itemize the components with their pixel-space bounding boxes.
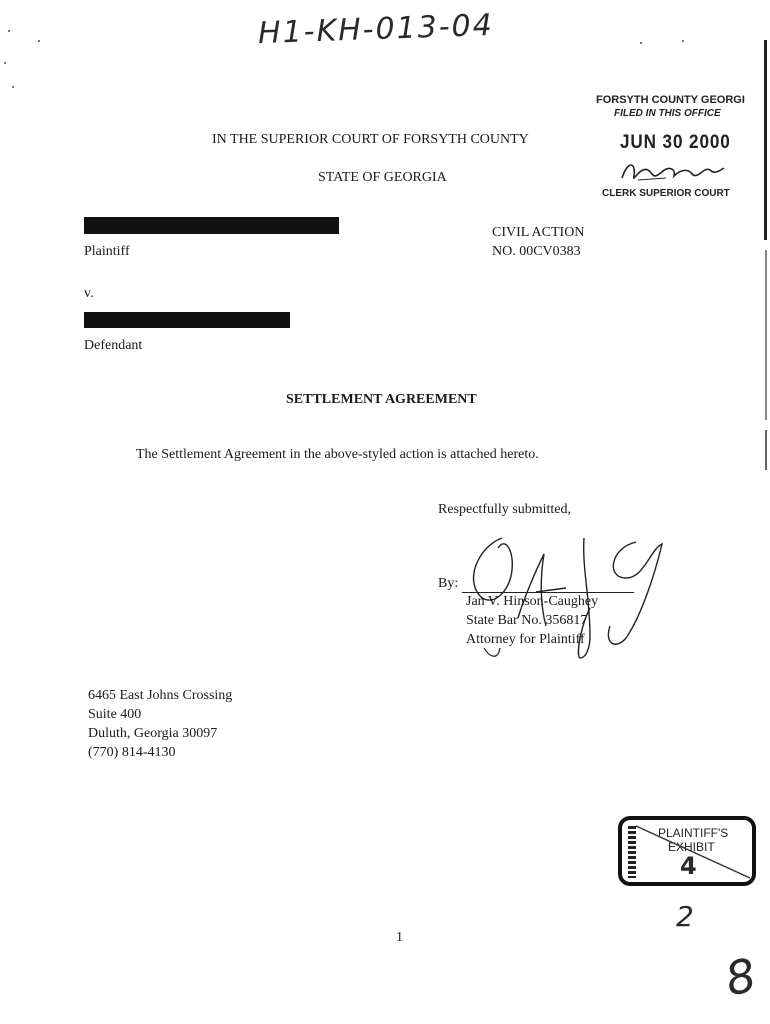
page-number: 1 [396, 930, 403, 945]
handwritten-initial: 8 [720, 947, 761, 1007]
defendant-label: Defendant [84, 338, 143, 353]
body-text: The Settlement Agreement in the above-styled action is attached hereto. [136, 447, 539, 462]
redacted-defendant-name [84, 312, 290, 328]
exhibit-line1: PLAINTIFF'S [658, 826, 729, 840]
address-line1: 6465 East Johns Crossing [88, 688, 233, 703]
stamp-date: JUN 30 2000 [620, 132, 731, 153]
exhibit-strike-line [622, 820, 752, 882]
civil-action-label: CIVIL ACTION [492, 225, 585, 240]
civil-action-number: NO. 00CV0383 [492, 244, 581, 259]
clerk-signature-image [618, 156, 728, 186]
address-line2: Suite 400 [88, 707, 142, 722]
attorney-name: Jan V. Hinson-Caughey [466, 594, 599, 609]
handwritten-case-code: H1-KH-013-04 [257, 7, 495, 52]
closing-text: Respectfully submitted, [438, 502, 571, 517]
attorney-bar-number: State Bar No. 356817 [466, 613, 588, 628]
exhibit-sticker [618, 816, 756, 886]
exhibit-number: 4 [680, 852, 697, 880]
attorney-role: Attorney for Plaintiff [466, 632, 585, 647]
scan-edge [756, 0, 770, 1024]
document-title: SETTLEMENT AGREEMENT [286, 392, 477, 407]
filing-stamp [588, 94, 758, 204]
handwritten-page-mark: 2 [676, 900, 694, 933]
address-phone: (770) 814-4130 [88, 745, 176, 760]
exhibit-line2: EXHIBIT [668, 840, 715, 854]
redacted-plaintiff-name [84, 217, 339, 234]
address-line3: Duluth, Georgia 30097 [88, 726, 218, 741]
versus-text: v. [84, 286, 94, 301]
court-caption: IN THE SUPERIOR COURT OF FORSYTH COUNTY [212, 132, 529, 147]
stamp-county-line: FORSYTH COUNTY GEORGI [596, 94, 745, 106]
plaintiff-label: Plaintiff [84, 244, 130, 259]
by-label: By: [438, 576, 459, 591]
stamp-filed-line: FILED IN THIS OFFICE [614, 108, 721, 119]
stamp-clerk-title: CLERK SUPERIOR COURT [602, 188, 730, 199]
state-caption: STATE OF GEORGIA [318, 170, 447, 185]
